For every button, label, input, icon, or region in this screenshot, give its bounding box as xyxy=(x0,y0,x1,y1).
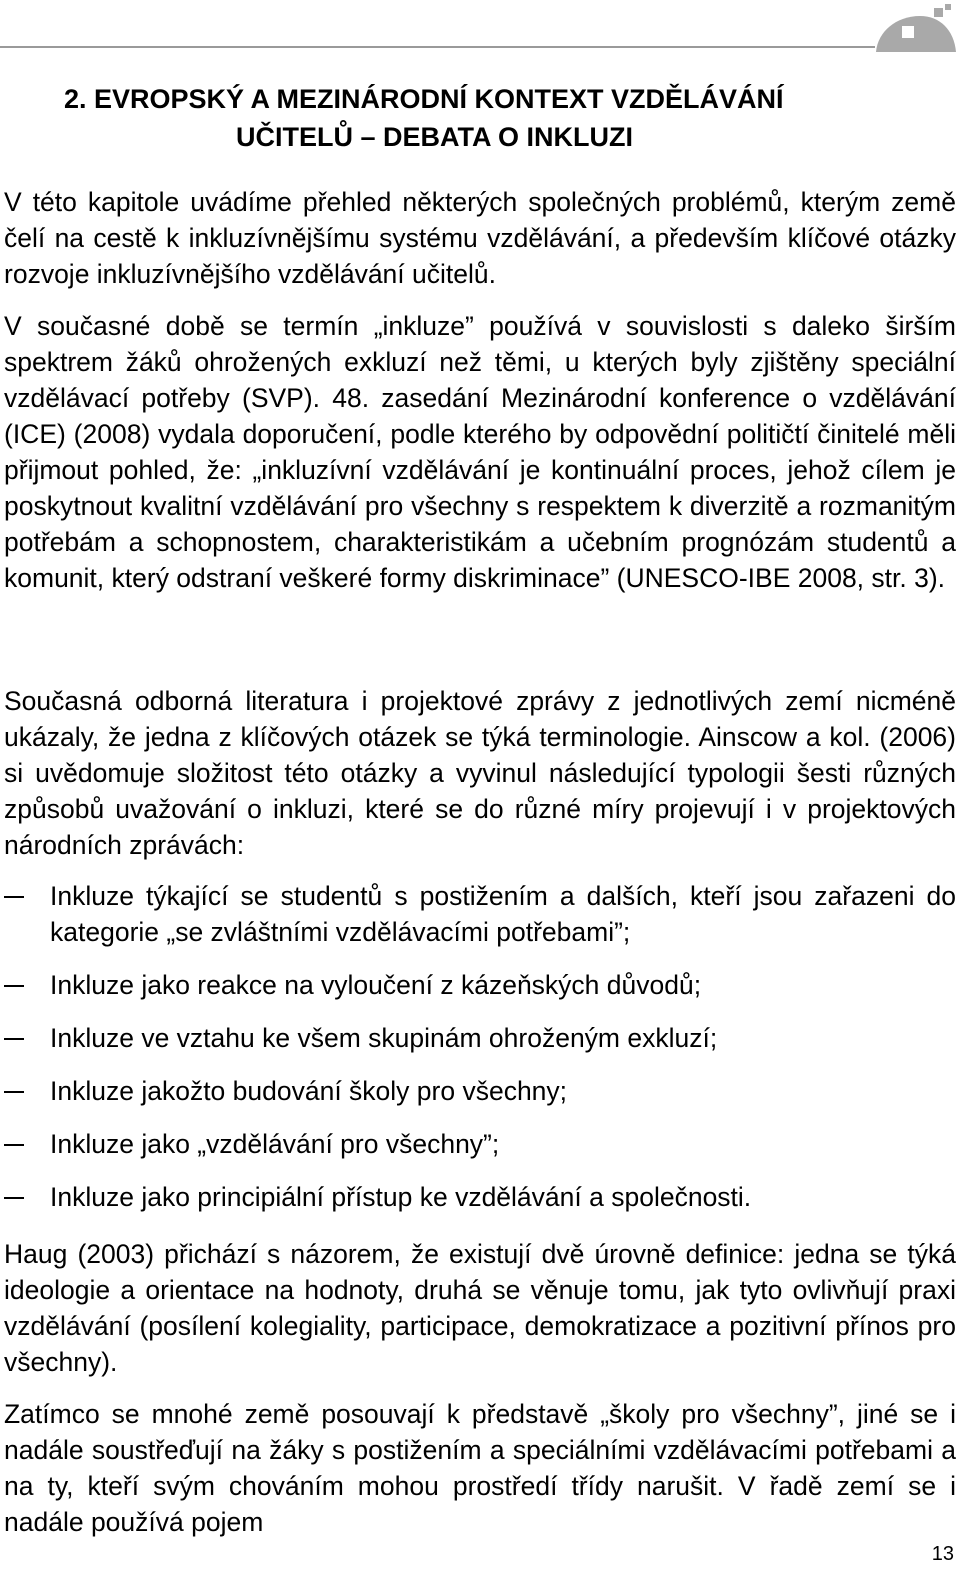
dash-bullet-icon xyxy=(4,985,24,987)
list-item: Inkluze jako „vzdělávání pro všechny”; xyxy=(4,1126,956,1162)
paragraph-intro: V této kapitole uvádíme přehled některých společných problémů, kterým země čelí na cestě k inkluzívnějšímu systému vzdělávání, a především klíčové otázky rozvoje inkluzívnějšího vzdělávání učitelů. xyxy=(4,187,956,289)
dash-bullet-icon xyxy=(4,896,24,898)
gray-house-logo-icon xyxy=(868,0,960,52)
chapter-heading-line1: 2. EVROPSKÝ A MEZINÁRODNÍ KONTEXT VZDĚLÁVÁNÍ xyxy=(64,84,784,114)
list-item: Inkluze týkající se studentů s postižením a dalších, kteří jsou zařazeni do kategorie „se zvláštními vzdělávacími potřebami”; xyxy=(4,878,956,950)
dash-bullet-icon xyxy=(4,1038,24,1040)
list-item: Inkluze jako reakce na vyloučení z kázeňských důvodů; xyxy=(4,967,956,1003)
paragraph-inclusion-term: V současné době se termín „inkluze” používá v souvislosti s daleko širším spektrem žáků ohrožených exkluzí než těmi, u kterých byly zjištěny speciální vzdělávací potřeby (SVP). 48. zasedání Mezinárodní konference o vzdělávání (ICE) (2008) vydala doporučení, podle kterého by odpovědní političtí činitelé měli přijmout pohled, že: „inkluzívní vzdělávání je kontinuální proces, jehož cílem je poskytnout kvalitní vzdělávání pro všechny s respektem k diverzitě a rozmanitým potřebám a schopnostem, charakteristikám a učebním prognózám studentů a komunit, který odstraní veškeré formy diskriminace” (UNESCO-IBE 2008, str. 3). xyxy=(4,311,956,593)
paragraph-terminology: Současná odborná literatura i projektové zprávy z jednotlivých zemí nicméně ukázaly, že jedna z klíčových otázek se týká terminologie. Ainscow a kol. (2006) si uvědomuje složitost této otázky a vyvinul následující typologii šesti různých způsobů uvažování o inkluzi, které se do různé míry projevují i v projektových národních zprávách: xyxy=(4,686,956,860)
header-rule xyxy=(0,46,875,48)
chapter-heading xyxy=(64,80,944,156)
dash-bullet-icon xyxy=(4,1144,24,1146)
paragraph-haug: Haug (2003) přichází s názorem, že existují dvě úrovně definice: jedna se týká ideologie a orientace na hodnoty, druhá se věnuje tomu, jak tyto ovlivňují praxi vzdělávání (posílení kolegiality, participace, demokratizace a pozitivní přínos pro všechny). xyxy=(4,1239,956,1377)
page-number: 13 xyxy=(931,1543,954,1565)
list-item: Inkluze jako principiální přístup ke vzdělávání a společnosti. xyxy=(4,1179,956,1215)
list-item: Inkluze ve vztahu ke všem skupinám ohroženým exkluzí; xyxy=(4,1020,956,1056)
dash-bullet-icon xyxy=(4,1091,24,1093)
list-item: Inkluze jakožto budování školy pro všechny; xyxy=(4,1073,956,1109)
paragraph-countries: Zatímco se mnohé země posouvají k představě „školy pro všechny”, jiné se i nadále soustřeďují na žáky s postižením a speciálními vzdělávacími potřebami a na ty, kteří svým chováním mohou prostředí třídy narušit. V řadě zemí se i nadále používá pojem xyxy=(4,1399,956,1537)
inclusion-typology-list xyxy=(4,878,956,1232)
chapter-heading-line2: UČITELŮ – DEBATA O INKLUZI xyxy=(236,122,633,152)
dash-bullet-icon xyxy=(4,1197,24,1199)
